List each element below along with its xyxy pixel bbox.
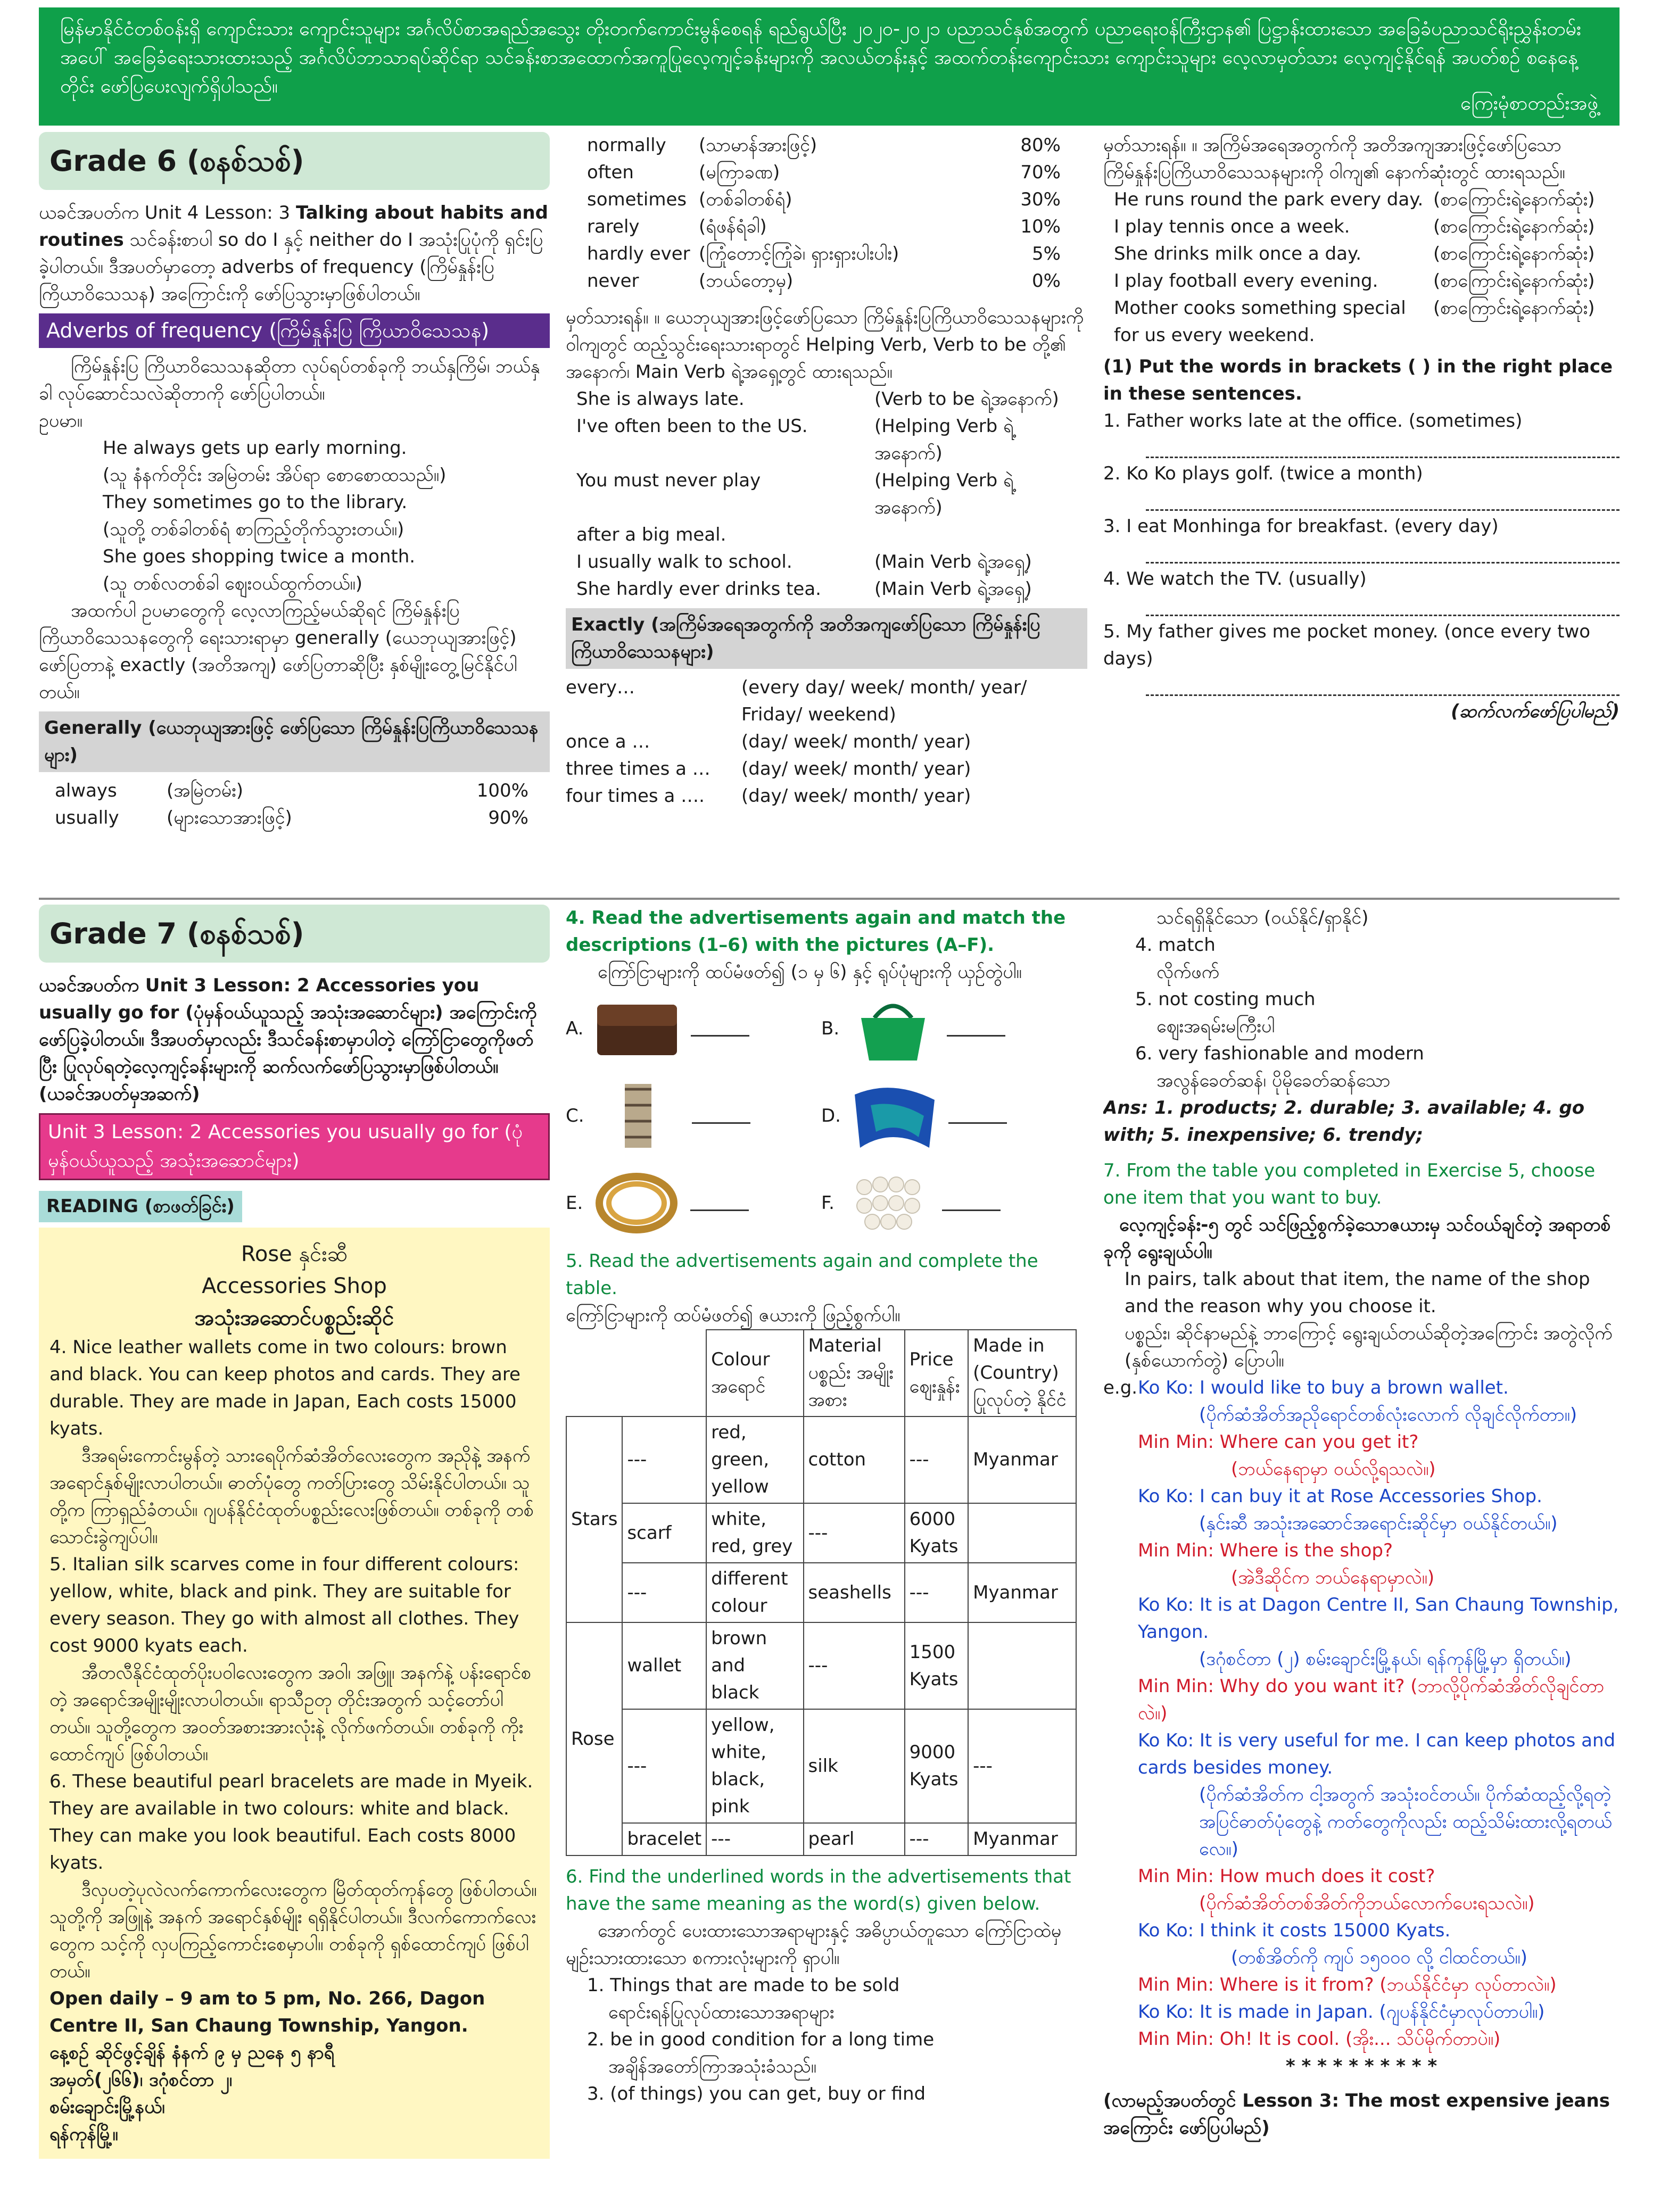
end-example-en: I play football every evening. [1114,270,1378,292]
bangles-image [591,1166,682,1240]
table-row [566,1823,1076,1855]
grade7-col3 [1103,905,1620,2203]
freq-word: never [587,270,639,292]
freq-row [566,241,1087,268]
exact-row [566,728,1087,756]
dialogue-translation: (ဘယ်နေရာမှာ ဝယ်လို့ရသလဲ။) [1231,1459,1436,1480]
lesson-box: Unit 3 Lesson: 2 Accessories you usually go for (ပုံမှန်ဝယ်ယူသည့် အသုံးအဆောင်များ) [39,1113,550,1180]
q7-title: 7. From the table you completed in Exercise 5, choose one item that you want to buy. [1103,1160,1596,1208]
freq-row [566,213,1087,241]
table-row [566,1709,1076,1823]
pos-example-my: (Helping Verb ရဲ့အနောက်) [874,470,1014,518]
q6-item: 5. not costing much [1135,989,1316,1010]
pos-example-row [576,386,1087,413]
reading-tag: READING (စာဖတ်ခြင်း) [39,1191,242,1222]
shop-address-my: စမ်းချောင်းမြို့နယ်၊ [49,2097,165,2118]
freq-row [566,159,1087,186]
freq-pct: 90% [488,807,528,829]
example-en: They sometimes go to the library. [103,492,408,513]
picture-a [566,991,821,1066]
example-label: ဥပမာ။ [39,410,82,432]
freq-pct: 5% [1032,243,1061,264]
material-cell: silk [804,1709,905,1823]
end-example-en: Mother cooks something special for us every weekend. [1114,297,1406,346]
end-example-en: She drinks milk once a day. [1114,243,1362,264]
pos-example-en: I usually walk to school. [576,551,792,573]
examples-block [39,408,550,598]
grade7-heading: Grade 7 (စနစ်သစ်) [39,905,550,963]
note-text: အထက်ပါ ဥပမာတွေကို လေ့လာကြည့်မယ်ဆိုရင် ကြိမ်နှုန်းပြ ကြိယာဝိသေသနတွေကို ရေးသားရာမှာ generally (ယေဘုယျအားဖြင့်) ဖော်ပြတာနဲ့ exactly (အတိအကျ) ဖော်ပြတာဆိုပြီး နှစ်မျိုးတွေ့မြင်နိုင်ပါတယ်။ [39,600,517,703]
freq-pct: 30% [1020,189,1061,210]
table-header: Price ဈေးနှုန်း [905,1330,968,1416]
grade6-col3 [1103,132,1620,893]
freq-row [39,805,550,832]
price-cell: 6000 Kyats [905,1503,968,1563]
answer-blank[interactable] [1146,490,1620,511]
end-example-my: (စာကြောင်းရဲ့နောက်ဆုံး) [1433,189,1595,210]
example-my: (သူ တစ်လတစ်ခါ ဈေးဝယ်ထွက်တယ်။) [103,573,363,594]
material-cell: seashells [804,1563,905,1622]
scarf-image [593,1079,683,1153]
made-cell: Myanmar [968,1563,1076,1622]
end-example-row [1114,241,1620,268]
pos-example-row [576,467,1087,521]
pearl-bracelet-image [843,1166,933,1240]
dialogue-translation: (ပိုက်ဆံအိတ်အညိုရောင်တစ်လုံးလောက် လိုချင်လိုက်တာ။) [1199,1404,1577,1426]
q7-instruction-my: လေ့ကျင့်ခန်း-၅ တွင် သင်ဖြည့်စွက်ခဲ့သောဇယားမှ သင်ဝယ်ချင်တဲ့ အရာတစ်ခုကို ရွေးချယ်ပါ။ [1103,1214,1611,1263]
header-banner [39,7,1620,126]
grade7-col1 [39,905,550,2203]
table-corner [622,1330,706,1416]
end-example-en: He runs round the park every day. [1114,189,1424,210]
q6-list-cont [1103,932,1620,1095]
end-example-row [1114,186,1620,213]
end-example-row [1114,268,1620,295]
answer-blank[interactable] [1146,437,1620,458]
item-cell: scarf [622,1503,706,1563]
freq-word: normally [587,135,666,156]
shop-address-my: အမှတ်(၂၆၆)၊ ဒဂုံစင်တာ ၂၊ [49,2069,233,2091]
colour-cell: brown and black [706,1622,803,1709]
end-example-my: (စာကြောင်းရဲ့နောက်ဆုံး) [1433,243,1595,264]
shop-subtitle-my: အသုံးအဆောင်ပစ္စည်းဆိုင် [194,1306,394,1330]
colour-cell: red, green, yellow [706,1416,803,1503]
dialogue-translation: (တစ်အိတ်ကို ကျပ် ၁၅၀၀၀ လို့ ငါထင်တယ်။) [1231,1947,1527,1968]
end-example-my: (စာကြောင်းရဲ့နောက်ဆုံး) [1433,297,1595,319]
ad-paragraph-my: အီတလီနိုင်ငံထုတ်ပိုးပဝါလေးတွေက အဝါ၊ အဖြူ၊ အနက်နဲ့ ပန်းရောင်စတဲ့ အရောင်အမျိုးမျိုးလာပါတယ်။ ရာသီဥတု တိုင်းအတွက် သင့်တော်ပါတယ်။ သူတို့တွေက အဝတ်အစားအားလုံးနဲ့ လိုက်ဖက်တယ်။ တစ်ခုကို ကိုးထောင်ကျပ် ဖြစ်ပါတယ်။ [49,1662,532,1765]
ad-paragraph-my: ဒီလှပတဲ့ပုလဲလက်ကောက်လေးတွေက မြိတ်ထုတ်ကုန်တွေ ဖြစ်ပါတယ်။ သူတို့ကို အဖြူနဲ့ အနက် အရောင်နှစ်မျိုး ရရှိနိုင်ပါတယ်။ ဒီလက်ကောက်လေးတွေက သင့်ကို လှပကြည့်ကောင်းစေမှာပါ။ တစ်ခုကို ရှစ်ထောင်ကျပ် ဖြစ်ပါတယ်။ [49,1879,537,1982]
freq-word: sometimes [587,189,687,210]
position-examples [566,386,1087,603]
q4-instruction: ကြော်ငြာများကို ထပ်မံဖတ်၍ (၁ မှ ၆) နှင့် ရုပ်ပုံများကို ယှဉ်တွဲပါ။ [598,962,1022,983]
exact-row [566,783,1087,810]
shop-advertisement [39,1228,550,2159]
q6-item-my: ဈေးအရမ်းမကြီးပါ [1156,1016,1275,1037]
picture-label: F. [821,1192,834,1214]
exercise-item: 2. Ko Ko plays golf. (twice a month) [1103,463,1423,484]
dialogue-line-koko: Ko Ko: I would like to buy a brown wallet. [1138,1377,1509,1398]
pos-example-row [576,576,1087,603]
material-cell: cotton [804,1416,905,1503]
definition-text: ကြိမ်နှုန်းပြ ကြိယာဝိသေသနဆိုတာ လုပ်ရပ်တစ်ခုကို ဘယ်နှကြိမ်၊ ဘယ်နှခါ လုပ်ဆောင်သလဲဆိုတာကို ဖော်ပြပါတယ်။ [39,356,540,404]
picture-d [821,1079,1077,1153]
pos-example-my [874,521,1066,549]
next-week-note: (လာမည့်အပတ်တွင် Lesson 3: The most expensive jeans အကြောင်း ဖော်ပြပါမည်) [1103,2090,1610,2139]
pos-example-en: I've often been to the US. [576,416,808,437]
dialogue-line-koko: Ko Ko: It is at Dagon Centre II, San Chaung Township, Yangon. [1138,1594,1619,1643]
made-cell: Myanmar [968,1416,1076,1503]
freq-row [39,777,550,805]
answer-blank[interactable] [1146,675,1620,696]
pos-example-row [576,521,1087,549]
freq-row [566,132,1087,159]
mark-note: မှတ်သားရန်။ ။ ယေဘုယျအားဖြင့်ဖော်ပြသော ကြိမ်နှုန်းပြကြိယာဝိသေသနများကို ဝါကျတွင် ထည့်သွင်းရေးသားရာတွင် Helping Verb, Verb to be တို့၏ အနောက်၊ Main Verb ရဲ့အရှေ့တွင် ထားရသည်။ [566,307,1084,383]
pos-example-en: You must never play [576,470,761,491]
intro-a: ယခင်အပတ်က Unit 4 Lesson: 3 [39,202,291,223]
freq-pct: 70% [1020,162,1061,183]
picture-grid [566,991,1087,1240]
colour-cell: white, red, grey [706,1503,803,1563]
ad-paragraph: 5. Italian silk scarves come in four different colours: yellow, white, black and pink. They are suitable for every season. They go with almost all clothes. They cost 9000 kyats each. [49,1554,519,1656]
material-cell[interactable]: --- [804,1622,905,1709]
stars-separator: * * * * * * * * * * [1285,2056,1437,2077]
freq-pct: 10% [1020,216,1061,237]
answer-blank[interactable] [947,1021,1005,1037]
ad-paragraph-my: ဒီအရမ်းကောင်းမွန်တဲ့ သားရေပိုက်ဆံအိတ်လေးတွေက အညိုနဲ့ အနက် အရောင်နှစ်မျိုးလာပါတယ်။ ဓာတ်ပုံတွေ ကတ်ပြားတွေ သိမ်းနိုင်ပါတယ်။ သူတို့က ကြာရှည်ခံတယ်။ ဂျပန်နိုင်ငံထုတ်ပစ္စည်းလေးဖြစ်တယ်။ တစ်ခုကို တစ်သောင်းခွဲကျပ်ပါ။ [49,1445,534,1548]
shop-hours: Open daily – 9 am to 5 pm, No. 266, Dagon Centre II, San Chaung Township, Yangon. [49,1988,485,2036]
item-cell[interactable]: --- [622,1709,706,1823]
dialogue-line-koko: Ko Ko: It is made in Japan. (ဂျပန်နိုင်ငံမှာလုပ်တာပါ။) [1138,2001,1545,2023]
table-header: Colour အရောင် [706,1330,803,1416]
pos-example-en: She hardly ever drinks tea. [576,578,821,600]
table-header-row [566,1330,1076,1416]
freq-word: often [587,162,634,183]
picture-label: E. [566,1192,583,1214]
price-cell[interactable]: --- [905,1823,968,1855]
dialogue-line-minmin: Min Min: Where is the shop? [1138,1540,1393,1561]
answers: Ans: 1. products; 2. durable; 3. available; 4. go with; 5. inexpensive; 6. trendy; [1103,1097,1585,1146]
price-cell[interactable]: --- [905,1563,968,1622]
shop-cell: Rose [566,1622,622,1855]
answer-blank[interactable] [692,1108,750,1124]
freq-pct: 0% [1032,270,1061,292]
dialogue-translation: (အဲဒီဆိုင်က ဘယ်နေရာမှာလဲ။) [1231,1567,1435,1588]
q6-title: 6. Find the underlined words in the advertisements that have the same meaning as the word(s) given below. [566,1866,1071,1915]
colour-cell: yellow, white, black, pink [706,1709,803,1823]
q6-item-my: ရောင်းရန်ပြုလုပ်ထားသောအရာများ [608,2002,834,2023]
shop-hours-my: နေ့စဉ် ဆိုင်ဖွင့်ချိန် နံနက် ၉ မှ ညနေ ၅ နာရီ [49,2042,335,2064]
dialogue-line-minmin: Min Min: Why do you want it? (ဘာလို့ပိုက်ဆံအိတ်လိုချင်တာလဲ။) [1138,1676,1605,1724]
eg-label: e.g. [1103,1377,1138,1398]
price-cell: 1500 Kyats [905,1622,968,1709]
colour-cell: different colour [706,1563,803,1622]
answer-blank[interactable] [1146,595,1620,616]
grade6-col2 [566,132,1087,893]
picture-label: C. [566,1105,584,1126]
freq-row [566,186,1087,213]
dialogue-translation: (ပိုက်ဆံအိတ်က ငါ့အတွက် အသုံးဝင်တယ်။ ပိုက်ဆံထည့်လို့ရတဲ့အပြင်ဓာတ်ပုံတွေနဲ့ ကတ်တွေကိုလည်း ထည့်သိမ်းထားလို့ရတယ်လေ။) [1199,1784,1612,1860]
q5-title: 5. Read the advertisements again and complete the table. [566,1250,1038,1299]
q5-instruction: ကြော်ငြာများကို ထပ်မံဖတ်၍ ဇယားကို ဖြည့်စွက်ပါ။ [566,1305,900,1326]
q6-item: 2. be in good condition for a long time [587,2029,935,2050]
pos-example-my: (Helping Verb ရဲ့အနောက်) [874,416,1014,464]
continued-note: (ဆက်လက်ဖော်ပြပါမည်) [1451,701,1620,722]
q6-list [566,1972,1087,2108]
example-my: (သူတို့ တစ်ခါတစ်ရံ စာကြည့်တိုက်သွားတယ်။) [103,519,404,540]
q4-title: 4. Read the advertisements again and match the descriptions (1–6) with the pictures (A–F). [566,907,1066,956]
table-header: Material ပစ္စည်း အမျိုးအစား [804,1330,905,1416]
q7-instruction-en: In pairs, talk about that item, the name of the shop and the reason why you choose it. [1125,1269,1590,1317]
q6-item-my: အလွန်ခေတ်ဆန်၊ ပိုမိုခေတ်ဆန်သော [1156,1070,1391,1091]
item-cell[interactable]: --- [622,1416,706,1503]
intro-c: သင်ခန်းစာပါ so do I နှင့် neither do I အသုံးပြုပုံကို ရှင်းပြခဲ့ပါတယ်။ ဒီအပတ်မှာတော့ adverbs of frequency (ကြိမ်နှုန်းပြ ကြိယာဝိသေသန) အကြောင်းကို ဖော်ပြသွားမှာဖြစ်ပါတယ်။ [39,229,543,305]
table-row [566,1503,1076,1563]
picture-label: D. [821,1105,841,1126]
price-cell: 9000 Kyats [905,1709,968,1823]
exercise-item: 4. We watch the TV. (usually) [1103,568,1367,590]
picture-c [566,1079,821,1153]
dialogue [1103,1374,1620,2053]
freq-my: (ရံဖန်ရံခါ) [699,216,767,237]
made-cell[interactable]: --- [968,1709,1076,1823]
ad-paragraph: 4. Nice leather wallets come in two colours: brown and black. You can keep photos and cards. They are durable. They are made in Japan, Each costs 15000 kyats. [49,1337,520,1439]
pos-example-my: (Verb to be ရဲ့အနောက်) [874,388,1059,410]
q6-item-my: လိုက်ဖက် [1156,962,1219,983]
table-row [566,1563,1076,1622]
exercise-list [1103,408,1620,696]
dialogue-line-minmin: Min Min: Oh! It is cool. (အိုး... သိပ်မိုက်တာပဲ။) [1138,2028,1501,2050]
silk-scarf-image [849,1079,940,1153]
generally-box: Generally (ယေဘုယျအားဖြင့် ဖော်ပြသော ကြိမ်နှုန်းပြကြိယာဝိသေသနများ) [39,711,550,772]
material-cell: pearl [804,1823,905,1855]
freq-word: always [55,780,117,801]
picture-f [821,1166,1077,1240]
pos-example-row [576,549,1087,576]
exercise-item: 5. My father gives me pocket money. (once every two days) [1103,621,1591,669]
answer-blank[interactable] [948,1108,1007,1124]
exactly-box: Exactly (အကြိမ်အရေအတွက်ကို အတိအကျဖော်ပြသော ကြိမ်နှုန်းပြကြိယာဝိသေသနများ) [566,608,1087,669]
answer-blank[interactable] [690,1195,749,1211]
q6-item-my: အချိန်အတော်ကြာအသုံးခံသည်။ [608,2056,816,2077]
freq-my: (တစ်ခါတစ်ရံ) [699,189,792,210]
exact-b: (day/ week/ month/ year) [741,785,971,807]
freq-my: (များသောအားဖြင့်) [167,807,292,829]
dialogue-line-koko: Ko Ko: It is very useful for me. I can keep photos and cards besides money. [1138,1730,1616,1778]
grade6-heading: Grade 6 (စနစ်သစ်) [39,132,550,190]
dialogue-translation: (ဒဂုံစင်တာ (၂) စမ်းချောင်းမြို့နယ်၊ ရန်ကုန်မြို့မှာ ရှိတယ်။) [1199,1648,1572,1670]
table-header: Made in (Country) ပြုလုပ်တဲ့ နိုင်ငံ [968,1330,1076,1416]
pos-example-en: She is always late. [576,388,745,410]
grade7-col2 [566,905,1087,2203]
section-bar-adverbs: Adverbs of frequency (ကြိမ်နှုန်းပြ ကြိယာဝိသေသန) [39,313,550,348]
answer-blank[interactable] [691,1021,749,1037]
example-en: She goes shopping twice a month. [103,546,416,567]
end-example-row [1114,213,1620,241]
q6-item: 4. match [1135,934,1216,956]
picture-label: A. [566,1017,584,1039]
price-cell[interactable]: --- [905,1416,968,1503]
end-example-en: I play tennis once a week. [1114,216,1350,237]
q6-item: 3. (of things) you can get, buy or find [587,2083,926,2105]
dialogue-line-koko: Ko Ko: I can buy it at Rose Accessories Shop. [1138,1486,1542,1507]
table-corner [566,1330,622,1416]
freq-pct: 80% [1020,135,1061,156]
material-cell[interactable]: --- [804,1503,905,1563]
exact-row [566,674,1087,728]
mark2-note: မှတ်သားရန်။ ။ အကြိမ်အရေအတွက်ကို အတိအကျအားဖြင့်ဖော်ပြသော ကြိမ်နှုန်းပြကြိယာဝိသေသနများကို ဝါကျ၏ နောက်ဆုံးတွင် ထားရသည်။ [1103,135,1565,183]
exercise-item: 3. I eat Monhinga for breakfast. (every day) [1103,516,1499,537]
made-cell: Myanmar [968,1823,1076,1855]
freq-word: rarely [587,216,640,237]
freq-my: (သာမာန်အားဖြင့်) [699,135,817,156]
intro-b: Talking about habits and routines [39,202,548,251]
made-cell[interactable] [968,1503,1076,1563]
shop-address-my: ရန်ကုန်မြို့။ [49,2124,118,2145]
freq-word: hardly ever [587,243,690,264]
item-cell: wallet [622,1622,706,1709]
table-row [566,1622,1076,1709]
exercise-title: (1) Put the words in brackets ( ) in the right place in these sentences. [1103,356,1613,404]
exact-b: (day/ week/ month/ year) [741,731,971,752]
table-row [566,1416,1076,1503]
grade6-col1 [39,132,550,893]
answer-blank[interactable] [942,1195,1001,1211]
exact-a: three times a … [566,758,710,780]
freq-pct: 100% [476,780,528,801]
dialogue-translation: (နှင်းဆီ အသုံးအဆောင်အရောင်းဆိုင်မှာ ဝယ်နိုင်တယ်။) [1199,1513,1558,1534]
shop-cell: Stars [566,1416,622,1622]
example-my: (သူ နံနက်တိုင်း အမြဲတမ်း အိပ်ရာ စောစောထသည်။) [103,465,447,486]
exact-b: (every day/ week/ month/ year/ Friday/ weekend) [741,677,1027,725]
shop-title: Rose နှင်းဆီ [241,1242,348,1266]
section-divider [39,898,1620,900]
pos-example-en: after a big meal. [576,524,726,545]
q6-item: 1. Things that are made to be sold [587,1975,900,1996]
freq-my: (မကြာခဏ) [699,162,780,183]
end-examples [1103,186,1620,349]
item-cell: bracelet [622,1823,706,1855]
dialogue-line-minmin: Min Min: Where is it from? (ဘယ်နိုင်ငံမှာ လုပ်တာလဲ။) [1138,1974,1557,1995]
end-example-my: (စာကြောင်းရဲ့နောက်ဆုံး) [1433,216,1595,237]
q6-item-my: သင်ရရှိနိုင်သော (ဝယ်နိုင်/ရှာနိုင်) [1156,907,1369,929]
shop-subtitle: Accessories Shop [202,1274,387,1298]
freq-word: usually [55,807,119,829]
picture-e [566,1166,821,1240]
banner-signoff: ကြေးမုံစာတည်းအဖွဲ့ [1460,93,1598,114]
q6-instruction: အောက်တွင် ပေးထားသောအရာများနှင့် အဓိပ္ပာယ်တူသော ကြော်ငြာထဲမှ မျဉ်းသားထားသော စကားလုံးများကို ရှာပါ။ [566,1920,1062,1969]
freq-my: (အမြဲတမ်း) [167,780,244,801]
exact-b: (day/ week/ month/ year) [741,758,971,780]
exact-a: every… [566,677,635,698]
ad-paragraph: 6. These beautiful pearl bracelets are made in Myeik. They are available in two colours: white and black. They can make you look beautiful. Each costs 8000 kyats. [49,1771,533,1874]
grade7-intro: ယခင်အပတ်က Unit 3 Lesson: 2 Accessories you usually go for (ပုံမှန်ဝယ်ယူသည့် အသုံးအဆောင်များ) အကြောင်းကို ဖော်ပြခဲ့ပါတယ်။ ဒီအပတ်မှာလည်း ဒီသင်ခန်းစာမှာပါတဲ့ ကြော်ငြာတွေကိုဖတ်ပြီး ပြုလုပ်ရတဲ့လေ့ကျင့်ခန်းများကို ဆက်လက်ဖော်ပြသွားမှာဖြစ်ပါတယ်။ (ယခင်အပတ်မှအဆက်) [39,975,537,1105]
q6-item: 6. very fashionable and modern [1135,1043,1424,1064]
item-cell[interactable]: --- [622,1563,706,1622]
completion-table [566,1329,1077,1856]
answer-blank[interactable] [1146,542,1620,564]
handbag-image [848,991,938,1066]
exercise-item: 1. Father works late at the office. (sometimes) [1103,410,1523,432]
freq-my: (ကြုံတောင့်ကြုံခဲ၊ ရှားရှားပါးပါး) [699,243,899,264]
dialogue-line-minmin: Min Min: Where can you get it? [1138,1431,1419,1453]
q7-instruction-my2: ပစ္စည်း၊ ဆိုင်နာမည်နဲ့ ဘာကြောင့် ရွေးချယ်တယ်ဆိုတဲ့အကြောင်း အတွဲလိုက် (နှစ်ယောက်တွဲ) ပြောပါ။ [1125,1323,1613,1371]
picture-b [821,991,1077,1066]
freq-my: (ဘယ်တော့မှ) [699,270,794,292]
wallet-image [592,991,682,1066]
pos-example-my: (Main Verb ရဲ့အရှေ့) [874,578,1032,600]
end-example-row [1114,295,1620,349]
freq-row [566,268,1087,295]
end-example-my: (စာကြောင်းရဲ့နောက်ဆုံး) [1433,270,1595,292]
banner-text: မြန်မာနိုင်ငံတစ်ဝန်းရှိ ကျောင်းသား ကျောင်းသူများ အင်္ဂလိပ်စာအရည်အသွေး တိုးတက်ကောင်းမွန်စေရန် ရည်ရွယ်ပြီး ၂၀၂၀-၂၀၂၁ ပညာသင်နှစ်အတွက် ပညာရေးဝန်ကြီးဌာန၏ ပြဋ္ဌာန်းထားသော အခြေခံပညာသင်ရိုးညွှန်းတမ်းအပေါ် အခြေခံရေးသားထားသည့် အင်္ဂလိပ်ဘာသာရပ်ဆိုင်ရာ သင်ခန်းစာအထောက်အကူပြုလေ့ကျင့်ခန်းများကို အလယ်တန်းနှင့် အထက်တန်းကျောင်းသား ကျောင်းသူများ လေ့လာမှတ်သား လေ့ကျင့်နိုင်ရန် အပတ်စဉ် စနေနေ့တိုင်း ဖော်ပြပေးလျက်ရှိပါသည်။ [60,18,1582,97]
picture-label: B. [821,1017,840,1039]
grade6-intro [39,200,550,308]
pos-example-my: (Main Verb ရဲ့အရှေ့) [874,551,1032,573]
dialogue-line-koko: Ko Ko: I think it costs 15000 Kyats. [1138,1920,1451,1941]
exact-row [566,756,1087,783]
colour-cell[interactable]: --- [706,1823,803,1855]
example-en: He always gets up early morning. [103,437,407,459]
exact-a: four times a …. [566,785,705,807]
dialogue-translation: (ပိုက်ဆံအိတ်တစ်အိတ်ကိုဘယ်လောက်ပေးရသလဲ။) [1199,1893,1535,1914]
made-cell[interactable] [968,1622,1076,1709]
exact-a: once a … [566,731,650,752]
pos-example-row [576,413,1087,467]
dialogue-line-minmin: Min Min: How much does it cost? [1138,1866,1435,1887]
